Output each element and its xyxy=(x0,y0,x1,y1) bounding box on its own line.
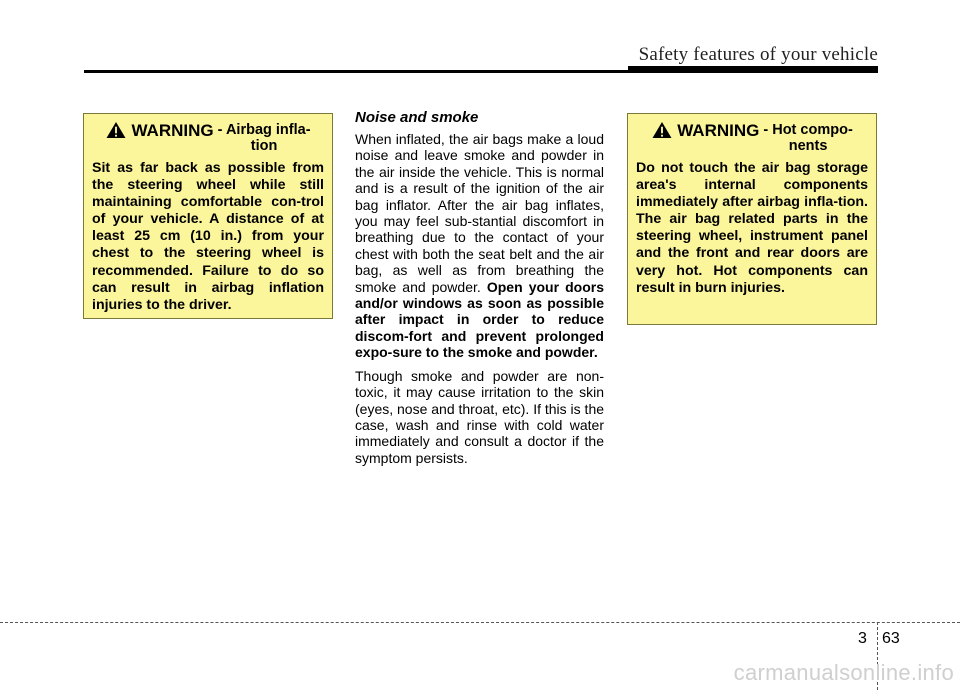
warning-word: WARNING xyxy=(677,121,760,140)
paragraph-bold-text: Open your doors and/or windows as soon as possible after impact in order to reduce discom-fort and prevent prolonged expo-sure to the smoke and powder. xyxy=(355,278,604,361)
warning-body: Sit as far back as possible from the steering wheel while still maintaining comfortable con-trol of your vehicle. A distance of at least 25 cm (10 in.) from your chest to the steering wheel is recommended. Failure to do so can result in airbag inflation injuries to the driver. xyxy=(92,160,324,313)
warning-heading xyxy=(92,122,324,154)
warning-word: WARNING xyxy=(131,121,214,140)
warning-subtitle: - Hot compo- nents xyxy=(763,122,853,154)
paragraph-smoke-powder: Though smoke and powder are non-toxic, it may cause irritation to the skin (eyes, nose and throat, etc). If this is the case, wash and rinse with cold water immediately and consult a doctor if the symptom persists. xyxy=(355,367,605,466)
paragraph-normal-text: When inflated, the air bags make a loud noise and leave smoke and powder in the air inside the vehicle. This is normal and is a result of the ignition of the air bag inflator. After the air bag inflates, you may feel sub-stantial discomfort in breathing due to the contact of your chest with both the seat belt and the air bag, as well as from breathing the smoke and powder. xyxy=(355,131,604,295)
section-title: Noise and smoke xyxy=(355,109,479,126)
warning-triangle-icon xyxy=(105,121,127,139)
paragraph-noise xyxy=(355,131,604,361)
footer-divider xyxy=(0,622,960,623)
running-header-title: Safety features of your vehicle xyxy=(638,44,878,65)
warning-triangle-icon xyxy=(651,121,673,139)
warning-box-hot-components xyxy=(627,113,877,325)
warning-subtitle: - Airbag infla- tion xyxy=(217,122,311,154)
header-rule xyxy=(84,70,878,73)
chapter-number: 3 xyxy=(858,630,867,647)
noise-and-smoke-section xyxy=(355,109,604,473)
warning-body: Do not touch the air bag storage area's internal components immediately after airbag infla-tion. The air bag related parts in the steering wheel, instrument panel and the front and rear doors are very hot. Hot components can result in burn injuries. xyxy=(636,160,868,296)
warning-heading xyxy=(636,122,868,154)
page-number: 63 xyxy=(882,630,900,647)
watermark: carmanualsonline.info xyxy=(733,660,954,685)
warning-box-airbag-inflation xyxy=(83,113,333,319)
